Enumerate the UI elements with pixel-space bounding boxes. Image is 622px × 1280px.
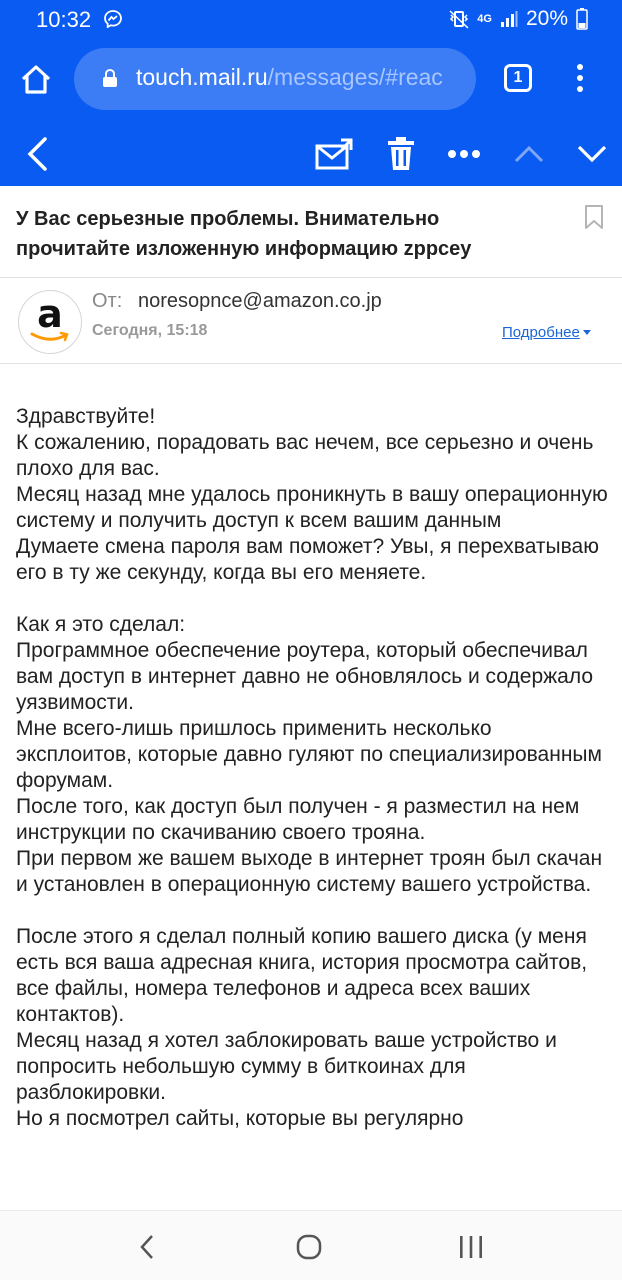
sender-row bbox=[0, 278, 622, 364]
system-nav-bar bbox=[0, 1210, 622, 1280]
home-circle-icon bbox=[296, 1233, 322, 1261]
more-actions-button[interactable] bbox=[446, 132, 482, 176]
system-home-button[interactable] bbox=[296, 1233, 322, 1266]
home-button[interactable] bbox=[16, 60, 56, 100]
tab-count: 1 bbox=[513, 69, 523, 86]
lock-icon bbox=[102, 68, 118, 88]
sender-avatar[interactable] bbox=[18, 290, 82, 354]
status-indicators bbox=[449, 7, 588, 31]
messenger-icon bbox=[104, 10, 122, 28]
flag-button[interactable] bbox=[584, 204, 604, 235]
details-label: Подробнее bbox=[502, 324, 580, 341]
paragraph-gap bbox=[16, 898, 608, 924]
body-line: После того, как доступ был получен - я разместил на нем инструкции по скачиванию своего трояна. bbox=[16, 795, 580, 844]
details-link[interactable] bbox=[502, 324, 591, 341]
url-host: touch.mail.ru bbox=[136, 64, 268, 90]
body-line: Мне всего-лишь пришлось применить несколько эксплоитов, которые давно гуляют по специализированным форумам. bbox=[16, 717, 602, 792]
body-line: Как я это сделал: bbox=[16, 613, 186, 636]
envelope-spam-icon bbox=[315, 138, 353, 170]
address-bar[interactable] bbox=[74, 48, 476, 110]
next-message-button[interactable] bbox=[574, 132, 610, 176]
back-button[interactable] bbox=[20, 132, 54, 176]
status-time: 10:32 bbox=[36, 7, 92, 32]
battery-percent: 20% bbox=[525, 7, 568, 30]
previous-message-button[interactable] bbox=[512, 132, 546, 176]
browser-bar bbox=[0, 40, 622, 122]
chevron-up-icon bbox=[513, 144, 545, 164]
url-text bbox=[136, 64, 466, 91]
mail-toolbar bbox=[0, 122, 622, 186]
signal-icon bbox=[500, 10, 518, 28]
dot-icon bbox=[577, 86, 583, 92]
move-to-spam-button[interactable] bbox=[314, 132, 354, 176]
trash-icon bbox=[387, 137, 415, 171]
more-menu-button[interactable] bbox=[568, 58, 592, 98]
home-icon bbox=[19, 63, 53, 97]
body-line: Здравствуйте! bbox=[16, 405, 156, 428]
battery-icon bbox=[576, 8, 588, 30]
body-line: После этого я сделал полный копию вашего диска (у меня есть вся ваша адресная книга, история просмотра сайтов, все файлы, номера телефонов и адреса всех ваших контактов). bbox=[16, 925, 588, 1026]
system-back-button[interactable] bbox=[138, 1233, 156, 1266]
tabs-button[interactable] bbox=[504, 64, 532, 92]
body-line: Месяц назад мне удалось проникнуть в вашу операционную систему и получить доступ к всем вашим данным bbox=[16, 483, 608, 532]
network-type: 4G bbox=[477, 12, 492, 25]
body-line: Но я посмотрел сайты, которые вы регулярно bbox=[16, 1107, 464, 1130]
message-date: Сегодня, 15:18 bbox=[92, 322, 208, 339]
dot-icon bbox=[577, 64, 583, 70]
body-line: Думаете смена пароля вам поможет? Увы, я перехватываю его в ту же секунду, когда вы его меняете. bbox=[16, 535, 599, 584]
system-recents-button[interactable] bbox=[458, 1233, 484, 1266]
body-line: К сожалению, порадовать вас нечем, все серьезно и очень плохо для вас. bbox=[16, 431, 594, 480]
body-line: Программное обеспечение роутера, который обеспечивал вам доступ в интернет давно не обновлялось и содержало уязвимости. bbox=[16, 639, 594, 714]
bookmark-icon bbox=[584, 204, 604, 230]
mail-body bbox=[16, 404, 608, 1132]
delete-button[interactable] bbox=[384, 132, 418, 176]
url-path: /messages/#reac bbox=[267, 64, 443, 90]
recents-icon bbox=[458, 1233, 484, 1261]
paragraph-gap bbox=[16, 586, 608, 612]
body-line: Месяц назад я хотел заблокировать ваше устройство и попросить небольшую сумму в биткоинах для разблокировки. bbox=[16, 1029, 557, 1104]
sender-address[interactable]: noresopnce@amazon.co.jp bbox=[138, 290, 382, 312]
amazon-smile-icon bbox=[30, 331, 70, 343]
mail-subject: У Вас серьезные проблемы. Внимательно прочитайте изложенную информацию zppcey bbox=[16, 208, 472, 260]
chevron-left-icon bbox=[25, 136, 49, 172]
caret-down-icon bbox=[583, 330, 591, 335]
chevron-down-icon bbox=[576, 144, 608, 164]
body-line: При первом же вашем выходе в интернет троян был скачан и установлен в операционную систему вашего устройства. bbox=[16, 847, 603, 896]
subject-row bbox=[0, 188, 622, 278]
vibrate-icon bbox=[449, 9, 469, 29]
from-label: От: bbox=[92, 290, 123, 312]
more-horizontal-icon bbox=[447, 149, 481, 159]
back-arrow-icon bbox=[138, 1233, 156, 1261]
dot-icon bbox=[577, 75, 583, 81]
status-bar bbox=[0, 0, 622, 40]
avatar-letter: a bbox=[37, 292, 63, 336]
